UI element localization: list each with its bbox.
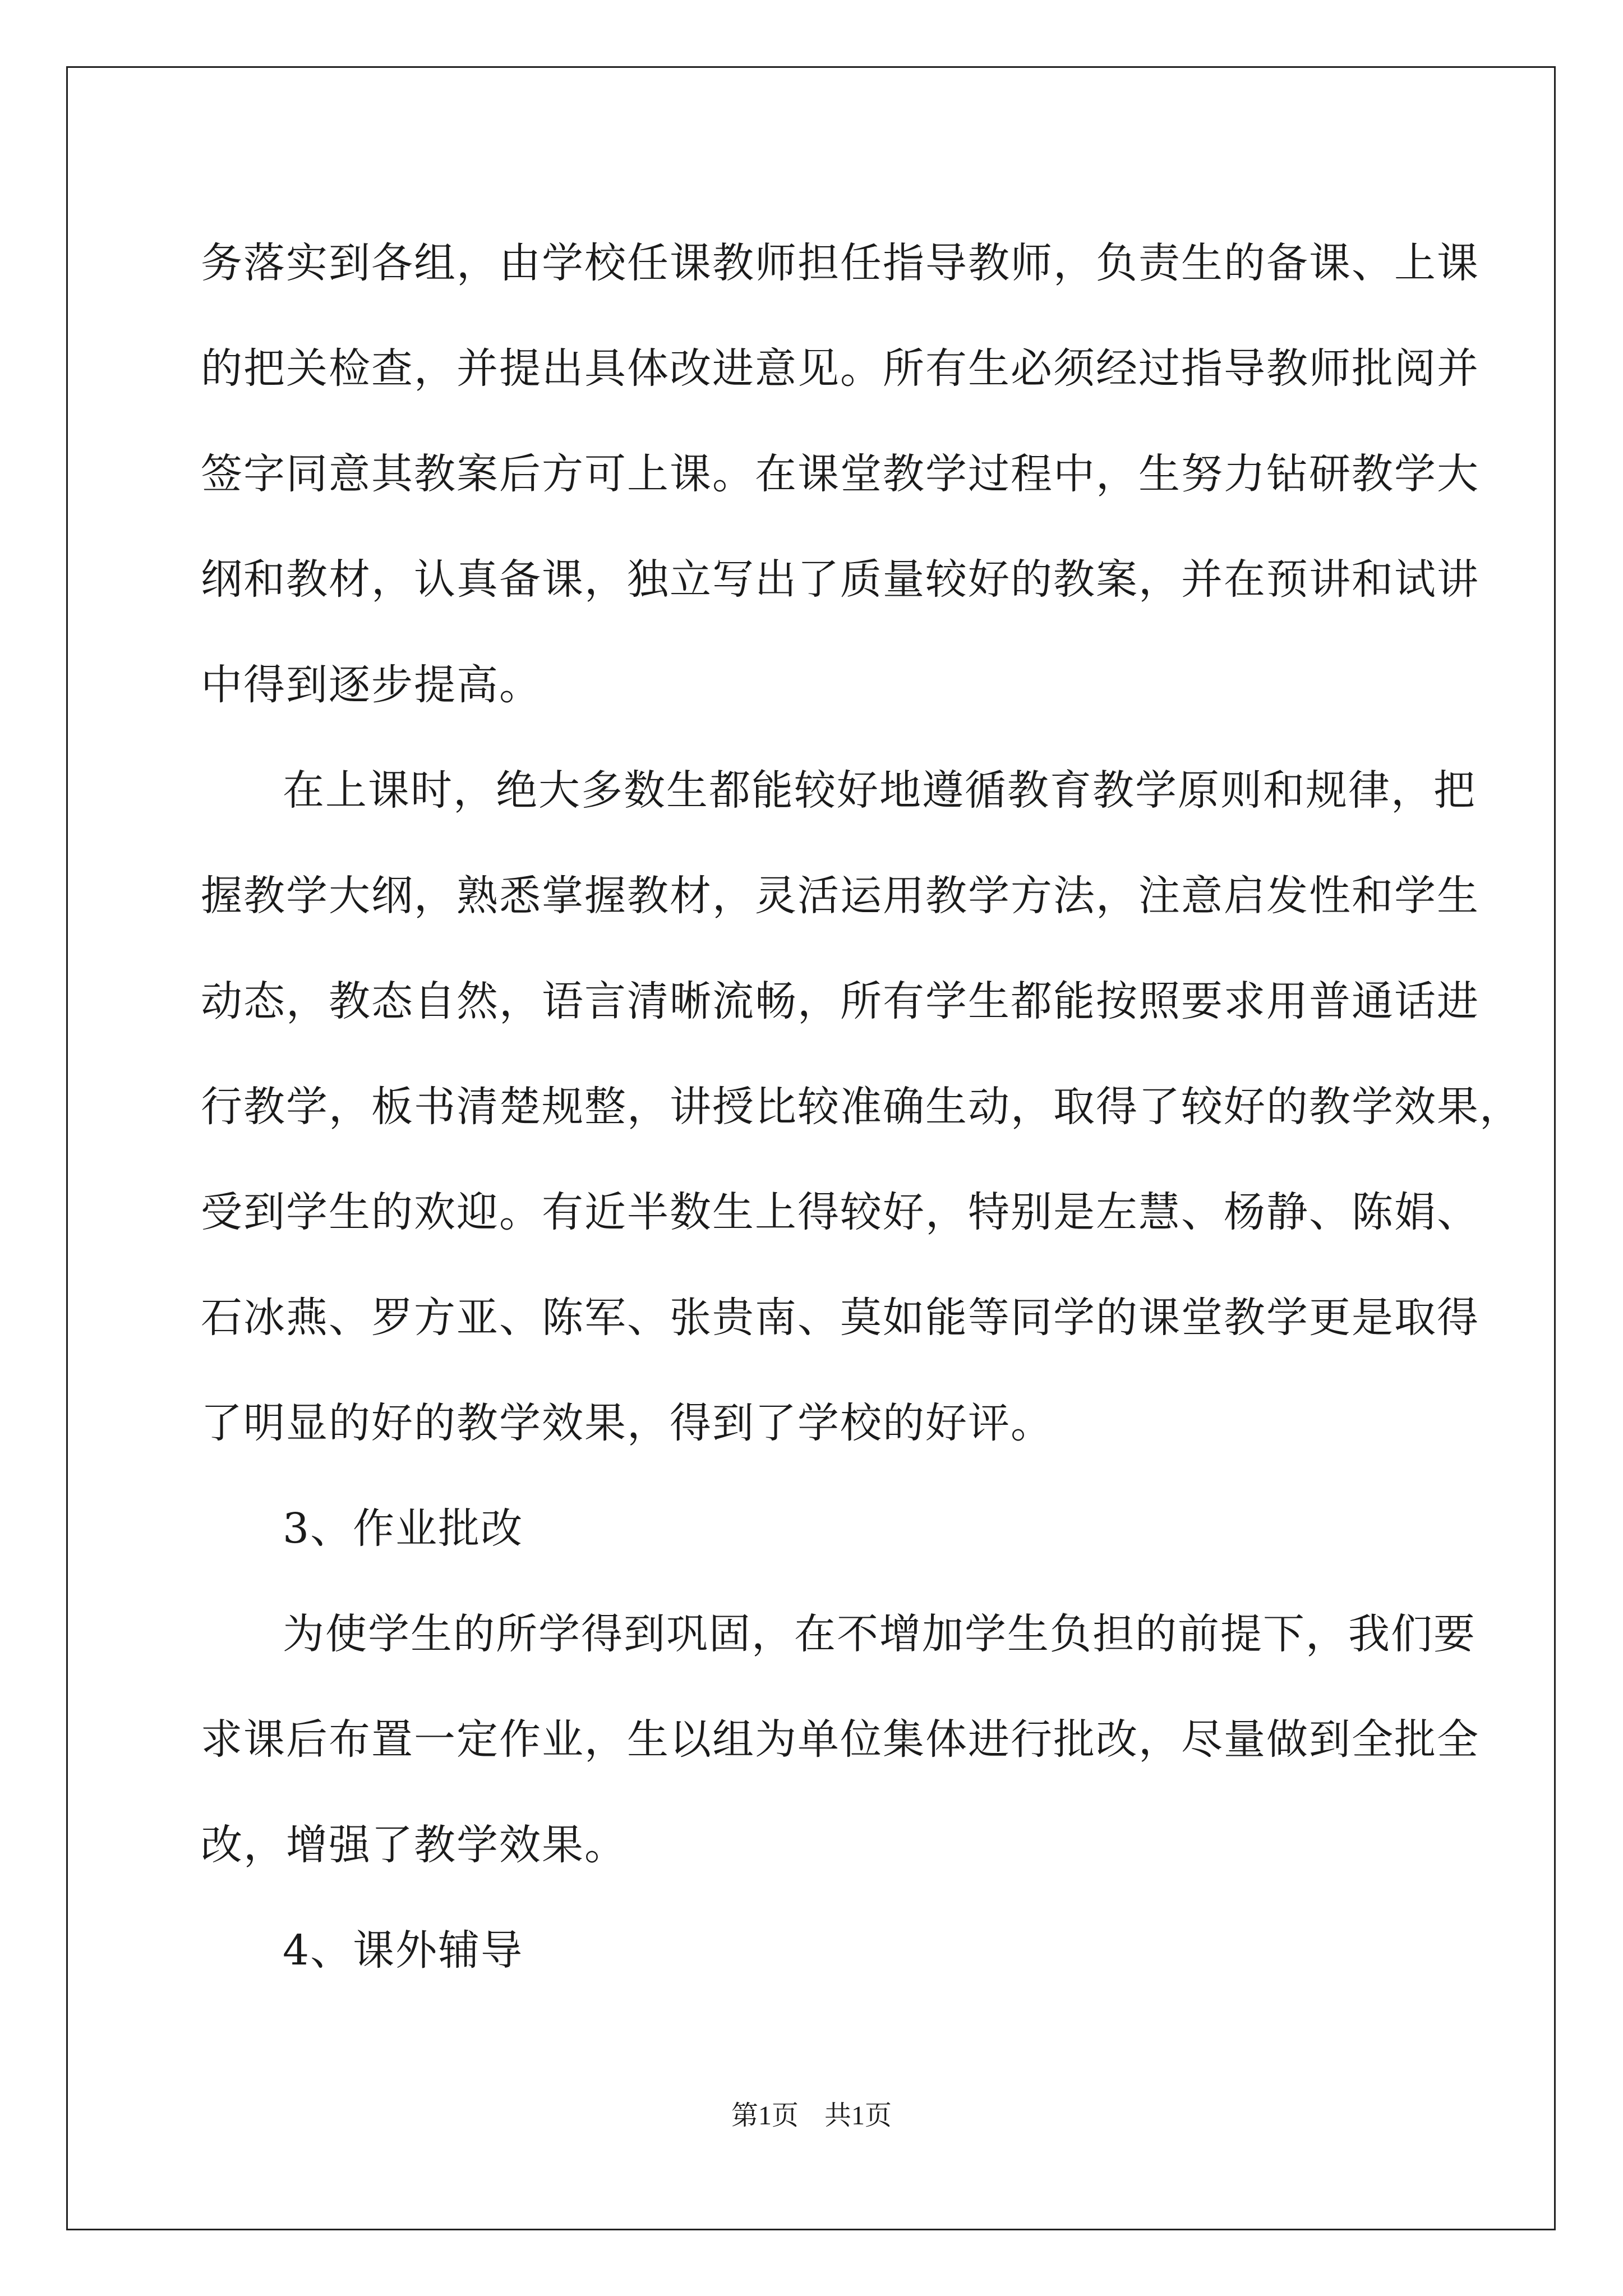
text-line: 改，增强了教学效果。 bbox=[201, 1821, 627, 1869]
page-total: 共1页 bbox=[824, 2101, 892, 2131]
text-line: 中得到逐步提高。 bbox=[201, 661, 542, 709]
document-body bbox=[201, 210, 1522, 2003]
text-line: 握教学大纲，熟悉掌握教材，灵活运用教学方法，注意启发性和学生 bbox=[201, 872, 1479, 920]
section-heading: 4、课外辅导 bbox=[283, 1926, 524, 1975]
text-line: 了明显的好的教学效果，得到了学校的好评。 bbox=[201, 1399, 1053, 1447]
text-line: 务落实到各组，由学校任课教师担任指导教师，负责生的备课、上课 bbox=[201, 239, 1479, 287]
text-line: 行教学，板书清楚规整，讲授比较准确生动，取得了较好的教学效果， bbox=[201, 1083, 1522, 1131]
text-line: 动态，教态自然，语言清晰流畅，所有学生都能按照要求用普通话进 bbox=[201, 977, 1479, 1025]
page-footer bbox=[0, 2099, 1623, 2133]
section-heading: 3、作业批改 bbox=[283, 1504, 524, 1553]
text-line: 纲和教材，认真备课，独立写出了质量较好的教案，并在预讲和试讲 bbox=[201, 555, 1479, 604]
text-line: 求课后布置一定作业，生以组为单位集体进行批改，尽量做到全批全 bbox=[201, 1715, 1479, 1764]
text-line: 签字同意其教案后方可上课。在课堂教学过程中，生努力钻研教学大 bbox=[201, 450, 1479, 498]
text-line: 受到学生的欢迎。有近半数生上得较好，特别是左慧、杨静、陈娟、 bbox=[201, 1188, 1479, 1236]
paragraph-first-line: 为使学生的所学得到巩固，在不增加学生负担的前提下，我们要 bbox=[283, 1610, 1476, 1658]
paragraph-first-line: 在上课时，绝大多数生都能较好地遵循教育教学原则和规律，把 bbox=[283, 766, 1476, 815]
text-line: 石冰燕、罗方亚、陈军、张贵南、莫如能等同学的课堂教学更是取得 bbox=[201, 1294, 1479, 1342]
page-number: 第1页 bbox=[731, 2101, 799, 2131]
text-line: 的把关检查，并提出具体改进意见。所有生必须经过指导教师批阅并 bbox=[201, 344, 1479, 393]
